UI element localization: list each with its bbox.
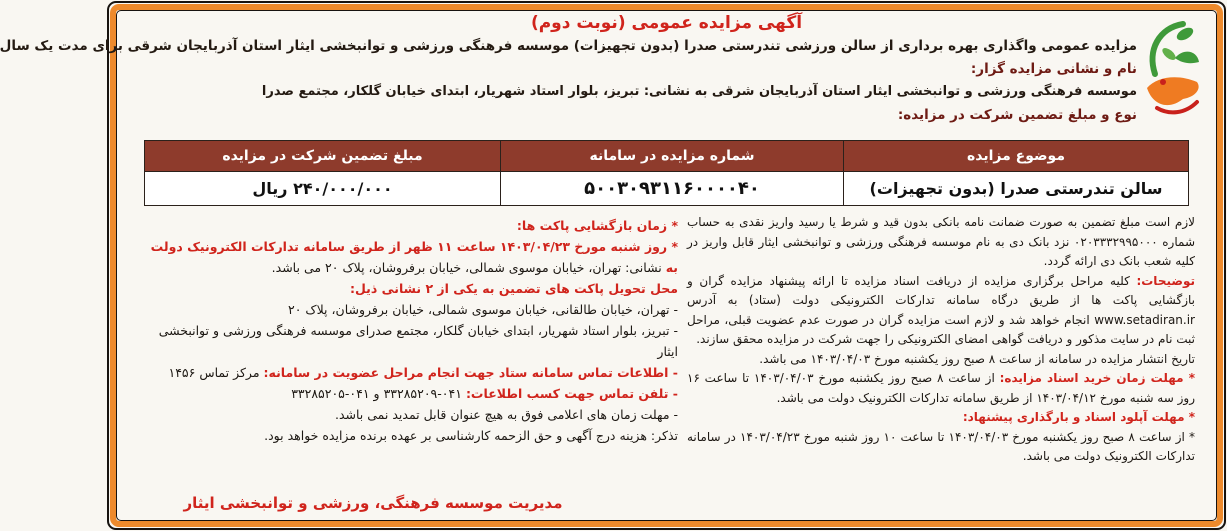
notes-label: توضیحات: xyxy=(1136,273,1195,288)
phone-label: - تلفن تماس جهت کسب اطلاعات: xyxy=(465,386,678,401)
opening-label: * زمان بازگشایی پاکت ها: xyxy=(516,218,678,233)
cell-guarantee-amount: ۲۴۰/۰۰۰/۰۰۰ ریال xyxy=(252,179,393,198)
delivery-address-tabriz: - تبریز، بلوار استاد شهریار، ابتدای خیابان گلکار، مجتمع صدرای موسسه فرهنگی ورزشی و توانبخشی ایثار xyxy=(158,323,678,359)
phone-contact xyxy=(140,383,678,404)
institute-logo-icon xyxy=(1139,18,1209,118)
ad-headline: مزایده عمومی واگذاری بهره برداری از سالن ورزشی تندرستی صدرا (بدون تجهیزات) موسسه فرهنگی ورزشی و توانبخشی ایثار استان آذربایجان شرقی برای مدت یک سال xyxy=(0,38,1137,54)
setad-contact-value: مرکز تماس ۱۴۵۶ xyxy=(168,365,260,380)
cell-auction-number: ۵۰۰۳۰۹۳۱۱۶۰۰۰۰۴۰ xyxy=(500,172,843,205)
delivery-address-tehran: - تهران، خیابان طالقانی، خیابان موسوی شمالی، خیابان برفروشان، پلاک ۲۰ xyxy=(287,302,678,317)
notes-text: کلیه مراحل برگزاری مزایده از دریافت اسناد مزایده تا ارائه پیشنهاد مزایده گران و بازگشایی پاکت ها از طریق درگاه سامانه تدارکات الکترونیکی دولت (ستاد) به آدرس www.setadiran.ir انجام خواهد شد و لازم است مزایده گران در صورت عدم عضویت قبلی، مراحل ثبت نام در سایت مذکور و دریافت گواهی امضای الکترونیکی را جهت شرکت در مزایده محقق سازند. xyxy=(687,273,1195,346)
organizer-label: نام و نشانی مزایده گزار: xyxy=(970,61,1137,77)
footer-signature: مدیریت موسسه فرهنگی، ورزشی و توانبخشی ایثار xyxy=(183,494,563,512)
upload-label: * مهلت آپلود اسناد و بارگذاری پیشنهاد: xyxy=(962,410,1195,424)
table-header-row xyxy=(145,141,1188,171)
ad-title: آگهی مزایده عمومی (نوبت دوم) xyxy=(530,13,803,33)
publish-date: تاریخ انتشار مزایده در سامانه از ساعت ۸ صبح روز یکشنبه مورخ ۱۴۰۳/۰۴/۰۳ می باشد. xyxy=(759,351,1195,366)
cell-subject: سالن تندرستی صدرا (بدون تجهیزات) xyxy=(843,172,1188,205)
purchase-label: * مهلت زمان خرید اسناد مزایده: xyxy=(999,371,1195,385)
guarantee-instructions: لازم است مبلغ تضمین به صورت ضمانت نامه بانکی بدون قید و شرط یا رسید واریز نقدی به حساب شماره ۰۲۰۳۳۳۲۹۹۵۰۰۰ نزد بانک دی به نام موسسه فرهنگی ورزشی و توانبخشی ایثار قابل واریز در کلیه شعب بانک دی ارائه گردد. xyxy=(687,215,1196,268)
organizer-address: موسسه فرهنگی ورزشی و توانبخشی ایثار استان آذربایجان شرقی به نشانی: تبریز، بلوار استاد شهریار، ابتدای خیابان گلکار، مجتمع صدرا xyxy=(261,84,1137,99)
phone-value: ۰۴۱-۳۳۲۸۵۲۰۹ و ۰۴۱-۳۳۲۸۵۲۰۵ xyxy=(291,386,462,401)
opening-time: * روز شنبه مورخ ۱۴۰۳/۰۴/۲۳ ساعت ۱۱ ظهر از طریق سامانه تدارکات الکترونیک دولت به xyxy=(150,239,678,275)
conditions-column xyxy=(687,213,1195,519)
header-subject: موضوع مزایده xyxy=(843,141,1188,171)
upload-text: * از ساعت ۸ صبح روز یکشنبه مورخ ۱۴۰۳/۰۴/۰۳ تا ساعت ۱۰ روز شنبه مورخ ۱۴۰۳/۰۴/۲۳ در سامانه تدارکات الکترونیک دولت می باشد. xyxy=(687,429,1196,463)
notice: تذکر: هزینه درج آگهی و حق الزحمه کارشناسی بر عهده برنده مزایده خواهد بود. xyxy=(264,428,678,443)
setad-contact xyxy=(140,362,678,383)
opening-column xyxy=(140,215,678,487)
notes-paragraph xyxy=(687,272,1195,350)
purchase-text: از ساعت ۸ صبح روز یکشنبه مورخ ۱۴۰۳/۰۴/۰۳ تا ساعت ۱۶ روز سه شنبه مورخ ۱۴۰۳/۰۴/۱۲ از طریق سامانه تدارکات الکترونیک دولت می باشد. xyxy=(687,371,1195,405)
header-auction-number: شماره مزایده در سامانه xyxy=(500,141,843,171)
purchase-deadline xyxy=(687,369,1195,408)
auction-table xyxy=(144,140,1189,206)
header-guarantee-amount: مبلغ تضمین شرکت در مزایده xyxy=(222,148,423,164)
guarantee-label: نوع و مبلغ تضمین شرکت در مزایده: xyxy=(897,107,1137,123)
opening-time-paragraph xyxy=(140,236,678,278)
setad-contact-label: - اطلاعات تماس سامانه ستاد جهت انجام مراحل عضویت در سامانه: xyxy=(263,365,678,380)
table-row xyxy=(145,171,1188,205)
delivery-label: محل تحویل پاکت های تضمین به یکی از ۲ نشانی ذیل: xyxy=(350,281,678,296)
deadline-note: - مهلت زمان های اعلامی فوق به هیچ عنوان قابل تمدید نمی باشد. xyxy=(334,407,678,422)
opening-address: نشانی: تهران، خیابان موسوی شمالی، خیابان برفروشان، پلاک ۲۰ می باشد. xyxy=(271,260,662,275)
